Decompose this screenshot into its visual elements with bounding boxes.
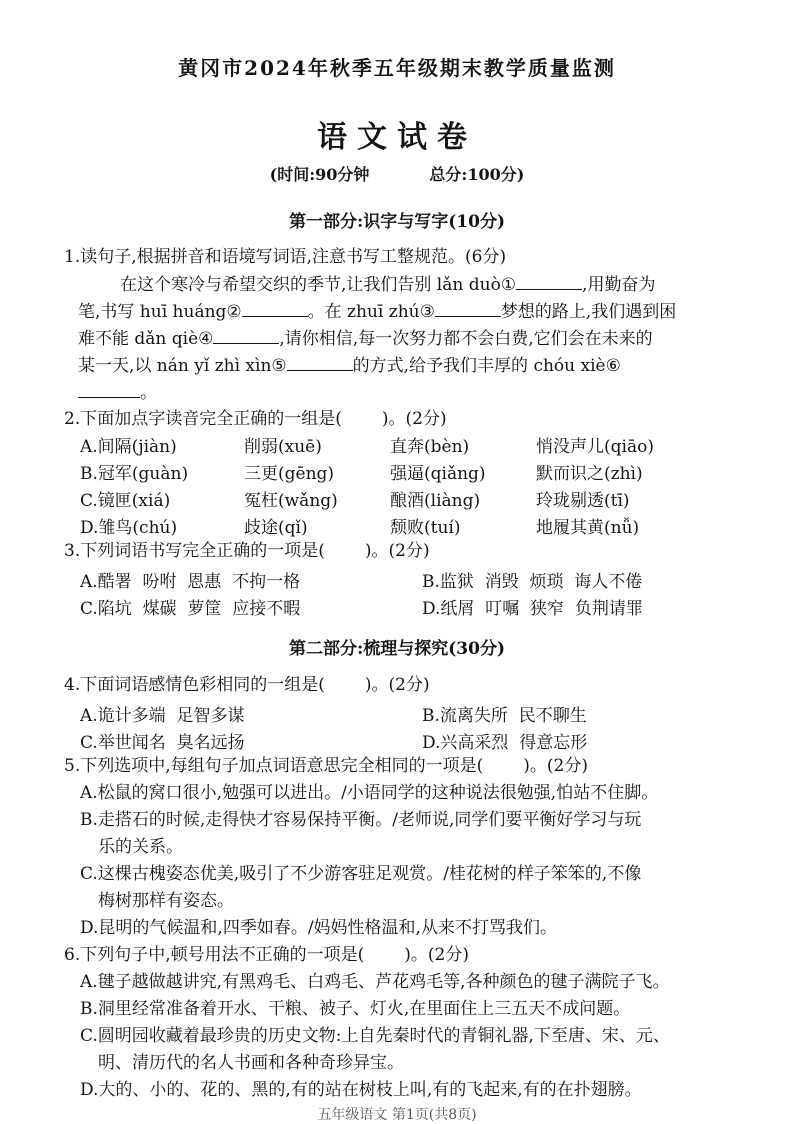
q3-option-d[interactable]: D.纸屑 叮嘱 狭窄 负荆请罪 <box>422 599 643 619</box>
q1-line2: 笔,书写 huī huáng② 。在 zhuī zhú③ 梦想的路上,我们遇到困 <box>78 302 677 322</box>
q1-line3: 难不能 dǎn qiè④ ,请你相信,每一次努力都不会白费,它们会在未来的 <box>78 329 653 349</box>
exam-time: (时间:90分钟 <box>269 165 370 184</box>
q5-option-a[interactable]: A.松鼠的窝口很小,勉强可以进出。/小语同学的这种说法很勉强,怕站不住脚。 <box>80 783 659 803</box>
q1-stem: 1.读句子,根据拼音和语境写词语,注意书写工整规范。(6分) <box>64 247 507 267</box>
q1-line1: 在这个寒冷与希望交织的季节,让我们告别 lǎn duò① ,用勤奋为 <box>120 275 656 295</box>
q3-option-c[interactable]: C.陷坑 煤碳 萝筐 应接不暇 <box>80 599 301 619</box>
q6-option-b[interactable]: B.洞里经常准备着开水、干粮、被子、灯火,在里面住上三五天不成问题。 <box>80 999 631 1019</box>
q4-stem: 4.下面词语感情色彩相同的一组是( )。(2分) <box>64 675 430 695</box>
q5-stem: 5.下列选项中,每组句子加点词语意思完全相同的一项是( )。(2分) <box>64 756 588 776</box>
exam-header-title: 黄冈市2024年秋季五年级期末教学质量监测 <box>178 56 616 80</box>
q5-option-d[interactable]: D.昆明的气候温和,四季如春。/妈妈性格温和,从来不打骂我们。 <box>80 918 557 938</box>
q3-option-b[interactable]: B.监狱 消毁 烦琐 诲人不倦 <box>422 572 643 592</box>
q4-option-a[interactable]: A.诡计多端 足智多谋 <box>80 706 245 726</box>
q6-option-a[interactable]: A.毽子越做越讲究,有黑鸡毛、白鸡毛、芦花鸡毛等,各种颜色的毽子满院子飞。 <box>80 972 670 992</box>
answer-blank-1[interactable] <box>516 273 582 290</box>
answer-blank-3[interactable] <box>435 300 501 317</box>
part1-title: 第一部分:识字与写字(10分) <box>288 212 506 232</box>
page-footer: 五年级语文 第1页(共8页) <box>317 1107 477 1123</box>
q4-option-d[interactable]: D.兴高采烈 得意忘形 <box>422 733 588 753</box>
q1-line4: 某一天,以 nán yǐ zhì xìn⑤ 的方式,给予我们丰厚的 chóu xiè⑥ <box>78 356 621 376</box>
q1-line5: 。 <box>78 381 157 404</box>
q3-option-a[interactable]: A.酷署 吩咐 恩惠 不拘一格 <box>80 572 301 592</box>
answer-blank-2[interactable] <box>242 300 308 317</box>
q6-stem: 6.下列句子中,顿号用法不正确的一项是( )。(2分) <box>64 945 469 965</box>
q3-stem: 3.下列词语书写完全正确的一项是( )。(2分) <box>64 541 430 561</box>
q6-option-d[interactable]: D.大的、小的、花的、黑的,有的站在树枝上叫,有的飞起来,有的在扑翅膀。 <box>80 1080 642 1100</box>
time-score-line <box>0 162 794 185</box>
answer-blank-5[interactable] <box>287 354 353 371</box>
q4-option-c[interactable]: C.举世闻名 臭名远扬 <box>80 733 245 753</box>
q4-option-b[interactable]: B.流离失所 民不聊生 <box>422 706 587 726</box>
q2-stem: 2.下面加点字读音完全正确的一组是( )。(2分) <box>64 409 447 429</box>
part2-title: 第二部分:梳理与探究(30分) <box>288 639 506 659</box>
exam-total-score: 总分:100分) <box>429 165 525 184</box>
answer-blank-6[interactable] <box>78 381 140 398</box>
answer-blank-4[interactable] <box>213 327 279 344</box>
subject-title: 语文试卷 <box>317 120 477 155</box>
